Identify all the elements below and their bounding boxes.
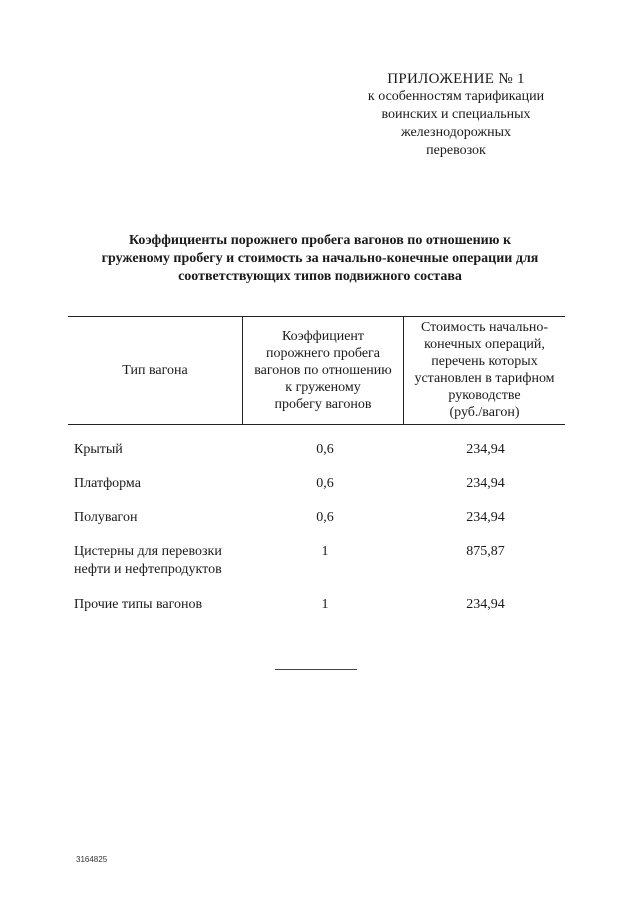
appendix-line-2: воинских и специальных [381,107,531,122]
cell-coefficient: 0,6 [316,476,334,491]
heading-line-3: соответствующих типов подвижного состава [178,269,462,284]
appendix-line-1: к особенностям тарификации [367,89,545,104]
cell-wagon-type: Цистерны для перевозки нефти и нефтепродуктов [74,544,222,577]
cell-coefficient: 0,6 [316,442,334,457]
cell-coefficient: 0,6 [316,510,334,525]
appendix-block [340,70,572,160]
header-cost: Стоимость начально- конечных операций, перечень которых установлен в тарифном руководстве (руб./вагон) [414,320,555,420]
header-wagon-type: Тип вагона [122,362,188,378]
cell-wagon-type: Прочие типы вагонов [74,597,203,612]
end-separator-line [275,669,357,670]
appendix-line-4: перевозок [426,143,486,158]
header-coefficient: Коэффициент порожнего пробега вагонов по отношению к груженому пробегу вагонов [254,328,392,412]
header-bottom-rule [68,424,565,425]
appendix-title: ПРИЛОЖЕНИЕ № 1 [387,71,525,87]
cell-cost: 234,94 [466,442,505,457]
cell-coefficient: 1 [321,597,329,612]
appendix-line-3: железнодорожных [400,125,512,140]
cell-coefficient: 1 [321,544,329,559]
document-heading [66,232,574,286]
heading-line-2: груженому пробегу и стоимость за начально-конечные операции для [101,251,539,266]
cell-cost: 875,87 [466,544,505,559]
document-number: 3164825 [76,855,108,864]
cell-cost: 234,94 [466,597,505,612]
cell-wagon-type: Крытый [74,442,123,457]
heading-line-1: Коэффициенты порожнего пробега вагонов по отношению к [128,233,512,248]
cell-cost: 234,94 [466,476,505,491]
cell-cost: 234,94 [466,510,505,525]
cell-wagon-type: Платформа [74,476,141,491]
cell-wagon-type: Полувагон [74,510,138,525]
